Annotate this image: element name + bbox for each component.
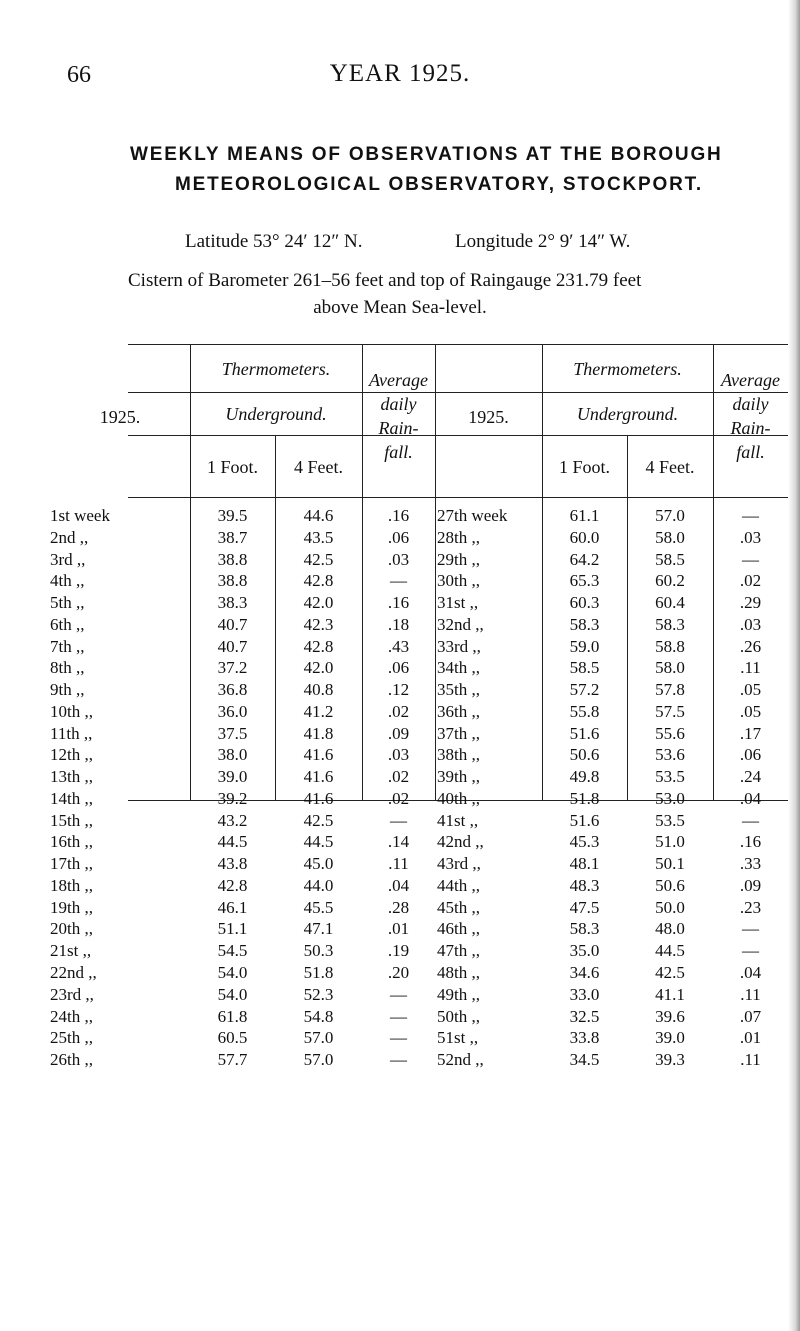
rainfall-left-cell: .18 — [387, 614, 410, 634]
week-right-cell: 29th ,, — [437, 549, 480, 569]
one-foot-left-cell: 39.2 — [217, 788, 248, 808]
thermometers-underline — [128, 392, 788, 393]
rainfall-right-cell: .03 — [739, 527, 762, 547]
four-feet-right-cell: 42.5 — [655, 963, 685, 982]
one-foot-header-left: 1 Foot. — [206, 457, 258, 477]
four-feet-left-cell: 42.0 — [303, 593, 334, 612]
one-foot-left-cell: 61.8 — [217, 1006, 248, 1026]
one-foot-right-cell: 55.8 — [569, 701, 600, 721]
one-foot-left-cell: 38.8 — [217, 549, 248, 569]
week-right-cell: 32nd ,, — [437, 614, 484, 634]
week-left-cell: 6th ,, — [50, 614, 85, 634]
running-title: YEAR 1925. — [329, 60, 471, 87]
one-foot-right-cell: 51.6 — [569, 810, 600, 830]
four-feet-right-cell: 57.5 — [655, 701, 685, 721]
four-feet-right-cell: 58.5 — [655, 549, 685, 569]
four-feet-right-cell: 39.6 — [655, 1006, 685, 1026]
underground-header-right: Underground. — [576, 404, 679, 424]
rainfall-left-cell: .06 — [387, 658, 410, 678]
four-feet-right-cell: 50.0 — [655, 897, 685, 917]
four-feet-left-cell: 41.6 — [303, 745, 334, 765]
week-right-cell: 51st ,, — [437, 1028, 479, 1048]
rainfall-right-cell: .05 — [739, 701, 762, 721]
one-foot-left-cell: 37.5 — [217, 723, 248, 743]
four-feet-left-cell: 44.6 — [303, 506, 334, 525]
week-left-cell: 23rd ,, — [50, 984, 94, 1004]
week-right-cell: 42nd ,, — [437, 832, 484, 852]
one-foot-left-cell: 38.0 — [217, 745, 248, 765]
one-foot-right-cell: 64.2 — [569, 549, 600, 569]
rainfall-right-cell: .17 — [739, 723, 762, 743]
week-left-cell: 26th ,, — [50, 1050, 93, 1069]
one-foot-left-cell: 44.5 — [217, 832, 248, 852]
four-feet-right-cell: 58.0 — [655, 658, 685, 678]
rainfall-right-cell: .23 — [739, 897, 762, 917]
one-foot-right-cell: 34.5 — [569, 1050, 600, 1069]
week-left-cell: 25th ,, — [50, 1028, 93, 1048]
four-feet-left-cell: 42.5 — [303, 810, 334, 830]
one-foot-left-cell: 43.8 — [217, 854, 248, 874]
four-feet-header-right: 4 Feet. — [645, 457, 695, 477]
rainfall-right-cell: .26 — [739, 636, 762, 656]
one-foot-right-cell: 57.2 — [569, 680, 600, 700]
rainfall-left-cell: — — [390, 984, 407, 1004]
rainfall-left-cell: .43 — [387, 636, 410, 656]
one-foot-left-cell: 37.2 — [217, 658, 248, 678]
one-foot-left-cell: 54.0 — [217, 984, 248, 1004]
week-left-cell: 3rd ,, — [50, 549, 86, 569]
rainfall-right-cell: .29 — [739, 593, 762, 612]
week-right-cell: 52nd ,, — [437, 1050, 484, 1069]
rainfall-left-cell: .28 — [387, 897, 410, 917]
four-feet-left-cell: 42.8 — [303, 571, 334, 591]
one-foot-right-cell: 47.5 — [569, 897, 600, 917]
week-right-cell: 40th ,, — [437, 788, 480, 808]
four-feet-left-cell: 51.8 — [303, 963, 334, 982]
four-feet-left-cell: 45.0 — [303, 854, 334, 874]
one-foot-right-cell: 45.3 — [569, 832, 600, 852]
one-foot-left-cell: 38.7 — [217, 527, 248, 547]
one-foot-right-cell: 61.1 — [569, 506, 600, 525]
rainfall-right-cell: .24 — [739, 767, 762, 787]
week-left-cell: 5th ,, — [50, 593, 85, 612]
one-foot-right-cell: 60.0 — [569, 527, 600, 547]
week-right-cell: 33rd ,, — [437, 636, 481, 656]
one-foot-left-cell: 57.7 — [217, 1050, 248, 1069]
rainfall-left-cell: .02 — [387, 788, 410, 808]
four-feet-left-cell: 40.8 — [303, 680, 334, 700]
week-left-cell: 11th ,, — [50, 723, 93, 743]
four-feet-left-cell: 57.0 — [303, 1028, 334, 1048]
four-feet-left-cell: 41.8 — [303, 723, 334, 743]
rainfall-right-cell: — — [742, 506, 759, 525]
four-feet-right-cell: 58.3 — [655, 614, 685, 634]
week-right-cell: 34th ,, — [437, 658, 480, 678]
four-feet-right-cell: 53.5 — [655, 767, 685, 787]
week-left-cell: 18th ,, — [50, 875, 93, 895]
one-foot-left-cell: 54.5 — [217, 941, 248, 961]
one-foot-right-cell: 33.0 — [569, 984, 600, 1004]
cistern-note: Cistern of Barometer 261–56 feet and top of Raingauge 231.79 feet — [128, 270, 642, 291]
week-left-cell: 2nd ,, — [50, 527, 89, 547]
rainfall-left-cell: .09 — [387, 723, 410, 743]
week-right-cell: 48th ,, — [437, 963, 480, 982]
four-feet-right-cell: 57.8 — [655, 680, 685, 700]
one-foot-left-cell: 38.3 — [217, 593, 248, 612]
year-header-left: 1925. — [99, 407, 141, 427]
rainfall-left-cell: .14 — [387, 832, 410, 852]
four-feet-right-cell: 53.6 — [655, 745, 685, 765]
one-foot-left-cell: 60.5 — [217, 1028, 248, 1048]
week-left-cell: 14th ,, — [50, 788, 93, 808]
rainfall-right-cell: .09 — [739, 875, 762, 895]
page-number: 66 — [67, 62, 91, 88]
week-left-cell: 20th ,, — [50, 919, 93, 939]
rainfall-right-cell: .01 — [739, 1028, 762, 1048]
week-left-cell: 15th ,, — [50, 810, 93, 830]
above-sea-level-note: above Mean Sea-level. — [313, 297, 487, 318]
four-feet-right-cell: 51.0 — [655, 832, 685, 852]
week-right-cell: 28th ,, — [437, 527, 480, 547]
week-left-cell: 21st ,, — [50, 941, 92, 961]
week-left-cell: 19th ,, — [50, 897, 93, 917]
one-foot-right-cell: 50.6 — [569, 745, 600, 765]
one-foot-right-cell: 58.3 — [569, 614, 600, 634]
one-foot-right-cell: 65.3 — [569, 571, 600, 591]
rainfall-right-cell: .03 — [739, 614, 762, 634]
rainfall-right-cell: .16 — [739, 832, 762, 852]
one-foot-left-cell: 42.8 — [217, 875, 248, 895]
rainfall-left-cell: .16 — [387, 506, 410, 525]
rainfall-left-cell: .11 — [388, 854, 409, 874]
four-feet-right-cell: 53.5 — [655, 810, 685, 830]
rainfall-header-left: Average daily Rain- fall. — [369, 370, 428, 462]
week-left-cell: 17th ,, — [50, 854, 93, 874]
one-foot-left-cell: 36.8 — [217, 680, 248, 700]
table-top-rule — [128, 344, 788, 345]
rainfall-left-cell: .20 — [387, 963, 410, 982]
four-feet-left-cell: 44.0 — [303, 875, 334, 895]
one-foot-right-cell: 48.3 — [569, 875, 600, 895]
week-left-cell: 7th ,, — [50, 636, 85, 656]
one-foot-left-cell: 39.5 — [217, 506, 248, 525]
week-left-cell: 9th ,, — [50, 680, 85, 700]
one-foot-left-cell: 46.1 — [217, 897, 248, 917]
week-left-cell: 1st week — [50, 506, 110, 525]
rainfall-right-cell: — — [742, 810, 759, 830]
four-feet-left-cell: 44.5 — [303, 832, 334, 852]
rainfall-right-cell: .06 — [739, 745, 762, 765]
rainfall-left-cell: — — [390, 1006, 407, 1026]
four-feet-right-cell: 58.0 — [655, 527, 685, 547]
rainfall-left-cell: .01 — [387, 919, 410, 939]
longitude: Longitude 2° 9′ 14″ W. — [455, 231, 631, 252]
one-foot-right-cell: 33.8 — [569, 1028, 600, 1048]
rainfall-header-right: Average daily Rain- fall. — [721, 370, 780, 462]
four-feet-left-cell: 42.3 — [303, 614, 334, 634]
rainfall-right-cell: .04 — [739, 788, 762, 808]
week-left-cell: 4th ,, — [50, 571, 85, 591]
one-foot-right-cell: 34.6 — [569, 963, 600, 982]
week-right-cell: 47th ,, — [437, 941, 480, 961]
four-feet-left-cell: 42.8 — [303, 636, 334, 656]
week-left-cell: 16th ,, — [50, 832, 93, 852]
week-left-cell: 24th ,, — [50, 1006, 93, 1026]
header-bottom-rule — [128, 497, 788, 498]
four-feet-left-cell: 50.3 — [303, 941, 334, 961]
rainfall-right-cell: .07 — [739, 1006, 762, 1026]
week-left-cell: 8th ,, — [50, 658, 85, 678]
underground-underline — [128, 435, 788, 436]
four-feet-left-cell: 41.6 — [303, 788, 334, 808]
four-feet-right-cell: 50.1 — [655, 854, 685, 874]
week-right-cell: 43rd ,, — [437, 854, 481, 874]
four-feet-left-cell: 41.2 — [303, 701, 334, 721]
week-right-cell: 35th ,, — [437, 680, 480, 700]
one-foot-right-cell: 35.0 — [569, 941, 600, 961]
week-right-cell: 46th ,, — [437, 919, 480, 939]
rainfall-right-cell: — — [742, 549, 759, 569]
one-foot-left-cell: 54.0 — [217, 963, 248, 982]
four-feet-right-cell: 44.5 — [655, 941, 685, 961]
four-feet-left-cell: 42.5 — [303, 549, 334, 569]
four-feet-right-cell: 55.6 — [655, 723, 685, 743]
four-feet-left-cell: 43.5 — [303, 527, 334, 547]
four-feet-right-cell: 60.4 — [655, 593, 685, 612]
one-foot-right-cell: 60.3 — [569, 593, 600, 612]
one-foot-header-right: 1 Foot. — [558, 457, 610, 477]
rainfall-left-cell: — — [390, 810, 407, 830]
one-foot-right-cell: 59.0 — [569, 636, 600, 656]
week-right-cell: 37th ,, — [437, 723, 480, 743]
four-feet-right-cell: 53.0 — [655, 788, 685, 808]
four-feet-right-cell: 57.0 — [655, 506, 685, 525]
four-feet-left-cell: 42.0 — [303, 658, 334, 678]
year-header-right: 1925. — [468, 407, 509, 427]
one-foot-right-cell: 32.5 — [569, 1006, 600, 1026]
rainfall-right-cell: — — [742, 919, 759, 939]
four-feet-left-cell: 52.3 — [303, 984, 334, 1004]
week-right-cell: 45th ,, — [437, 897, 480, 917]
four-feet-right-cell: 60.2 — [655, 571, 685, 591]
one-foot-left-cell: 36.0 — [217, 701, 248, 721]
week-left-cell: 22nd ,, — [50, 963, 97, 982]
one-foot-right-cell: 51.6 — [569, 723, 600, 743]
rainfall-right-cell: .33 — [739, 854, 762, 874]
one-foot-left-cell: 40.7 — [217, 614, 248, 634]
four-feet-header-left: 4 Feet. — [294, 457, 343, 477]
four-feet-right-cell: 39.3 — [655, 1050, 685, 1069]
rainfall-left-cell: .16 — [387, 593, 410, 612]
one-foot-left-cell: 51.1 — [217, 919, 248, 939]
one-foot-right-cell: 51.8 — [569, 788, 600, 808]
week-right-cell: 36th ,, — [437, 701, 480, 721]
rainfall-right-cell: .11 — [740, 984, 761, 1004]
one-foot-right-cell: 58.3 — [569, 919, 600, 939]
rainfall-left-cell: .03 — [387, 745, 410, 765]
week-right-cell: 50th ,, — [437, 1006, 480, 1026]
one-foot-left-cell: 40.7 — [217, 636, 248, 656]
four-feet-left-cell: 47.1 — [303, 919, 334, 939]
week-right-cell: 49th ,, — [437, 984, 480, 1004]
week-right-cell: 38th ,, — [437, 745, 480, 765]
rainfall-left-cell: — — [390, 1028, 407, 1048]
rainfall-right-cell: .02 — [739, 571, 762, 591]
one-foot-right-cell: 48.1 — [569, 854, 600, 874]
week-right-cell: 41st ,, — [437, 810, 479, 830]
one-foot-left-cell: 38.8 — [217, 571, 248, 591]
four-feet-left-cell: 45.5 — [303, 897, 334, 917]
four-feet-left-cell: 41.6 — [303, 767, 334, 787]
four-feet-right-cell: 48.0 — [655, 919, 685, 939]
week-left-cell: 12th ,, — [50, 745, 93, 765]
one-foot-right-cell: 49.8 — [569, 767, 600, 787]
rainfall-right-cell: .05 — [739, 680, 762, 700]
four-feet-left-cell: 57.0 — [303, 1050, 334, 1069]
rainfall-left-cell: .12 — [387, 680, 410, 700]
week-right-cell: 30th ,, — [437, 571, 480, 591]
four-feet-right-cell: 41.1 — [655, 984, 685, 1004]
rainfall-left-cell: .03 — [387, 549, 410, 569]
underground-header-left: Underground. — [225, 404, 327, 424]
four-feet-right-cell: 58.8 — [655, 636, 685, 656]
heading-line-1: WEEKLY MEANS OF OBSERVATIONS AT THE BOROUGH — [130, 144, 723, 165]
rainfall-right-cell: — — [742, 941, 759, 961]
one-foot-left-cell: 43.2 — [217, 810, 248, 830]
rainfall-right-cell: .11 — [740, 658, 761, 678]
four-feet-left-cell: 54.8 — [303, 1006, 334, 1026]
page-edge-shadow — [788, 0, 800, 1331]
week-right-cell: 39th ,, — [437, 767, 480, 787]
week-right-cell: 31st ,, — [437, 593, 479, 612]
thermometers-header-right: Thermometers. — [573, 359, 682, 379]
rainfall-left-cell: .04 — [387, 875, 410, 895]
rainfall-left-cell: .06 — [387, 527, 410, 547]
one-foot-right-cell: 58.5 — [569, 658, 600, 678]
rainfall-left-cell: .02 — [387, 701, 410, 721]
thermometers-header-left: Thermometers. — [221, 359, 331, 379]
rainfall-left-cell: — — [390, 1050, 407, 1069]
rainfall-left-cell: .02 — [387, 767, 410, 787]
four-feet-right-cell: 39.0 — [655, 1028, 685, 1048]
week-right-cell: 27th week — [437, 506, 508, 525]
rainfall-left-cell: .19 — [387, 941, 410, 961]
rainfall-right-cell: .11 — [740, 1050, 761, 1069]
heading-line-2: METEOROLOGICAL OBSERVATORY, STOCKPORT. — [175, 174, 703, 195]
week-left-cell: 13th ,, — [50, 767, 93, 787]
rainfall-left-cell: — — [390, 571, 407, 591]
week-right-cell: 44th ,, — [437, 875, 480, 895]
page-heading — [130, 140, 723, 200]
one-foot-left-cell: 39.0 — [217, 767, 248, 787]
rainfall-right-cell: .04 — [739, 963, 762, 982]
week-left-cell: 10th ,, — [50, 701, 93, 721]
four-feet-right-cell: 50.6 — [655, 875, 685, 895]
latitude: Latitude 53° 24′ 12″ N. — [185, 231, 363, 252]
